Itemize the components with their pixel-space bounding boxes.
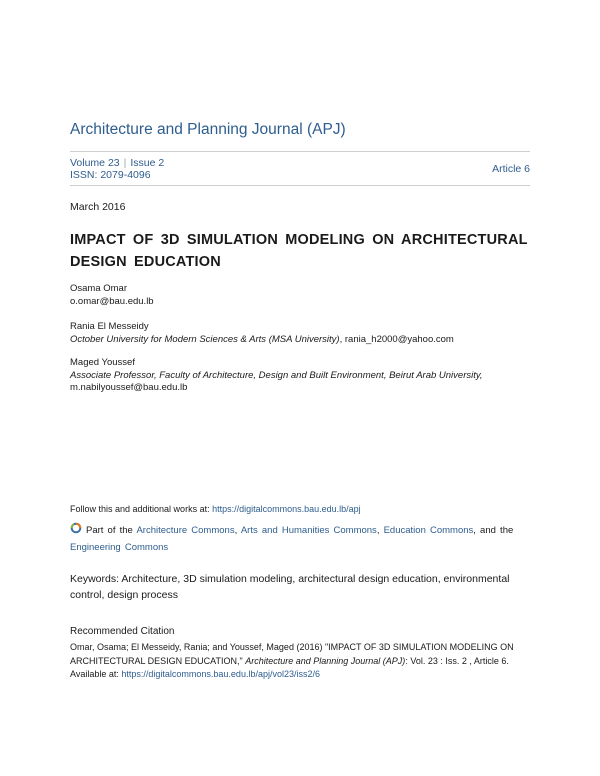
author-block	[70, 357, 540, 395]
commons-link[interactable]: Arts and Humanities Commons	[240, 525, 377, 536]
issn: ISSN: 2079-4096	[70, 169, 151, 181]
author-name: Osama Omar	[70, 283, 128, 294]
part-of-block: Part of the Architecture Commons, Arts and Humanities Commons, Education Commons, and the Engineering Commons	[70, 522, 532, 556]
author-affiliation: October University for Modern Sciences & Arts (MSA University)	[70, 333, 340, 345]
citation-text: Omar, Osama; El Messeidy, Rania; and Youssef, Maged (2016) "IMPACT OF 3D SIMULATION MODELING ON ARCHITECTURAL DESIGN EDUCATION,"	[70, 642, 514, 666]
keywords-text: Architecture, 3D simulation modeling, architectural design education, environmental control, design process	[70, 573, 510, 601]
volume-block	[70, 157, 164, 181]
citation-heading: Recommended Citation	[70, 626, 175, 637]
author-affiliation: Associate Professor, Faculty of Architecture, Design and Built Environment, Beirut Arab University,	[70, 369, 483, 381]
citation-link[interactable]: https://digitalcommons.bau.edu.lb/apj/vol23/iss2/6	[121, 669, 320, 679]
divider	[70, 151, 530, 152]
commons-link[interactable]: Architecture Commons	[136, 525, 235, 536]
commons-link[interactable]: Education Commons	[383, 525, 474, 536]
follow-line	[70, 504, 361, 514]
publication-date: March 2016	[70, 201, 126, 213]
bepress-icon	[70, 522, 82, 534]
citation-volume: : Vol. 23 : Iss. 2 , Article 6.	[405, 655, 509, 666]
available-label: Available at:	[70, 669, 122, 679]
article-title: IMPACT OF 3D SIMULATION MODELING ON ARCHITECTURAL DESIGN EDUCATION	[70, 232, 528, 270]
and-text: , and the	[473, 525, 514, 536]
keywords-block	[70, 571, 532, 603]
article-link[interactable]: Article 6	[492, 163, 530, 175]
citation-journal: Architecture and Planning Journal (APJ)	[245, 655, 406, 666]
follow-text: Follow this and additional works at:	[70, 504, 213, 514]
issue-link[interactable]: Issue 2	[130, 157, 165, 169]
author-email: o.omar@bau.edu.lb	[70, 295, 154, 307]
volume-link[interactable]: Volume 23	[70, 157, 120, 169]
author-block	[70, 283, 540, 308]
commons-link[interactable]: Engineering Commons	[70, 542, 169, 553]
keywords-label: Keywords:	[70, 573, 120, 585]
author-email: m.nabilyoussef@bau.edu.lb	[70, 382, 188, 393]
divider	[70, 185, 530, 186]
author-name: Rania El Messeidy	[70, 321, 149, 332]
journal-title[interactable]: Architecture and Planning Journal (APJ)	[70, 121, 346, 138]
separator: |	[123, 157, 127, 169]
part-of-prefix: Part of the	[86, 525, 137, 536]
author-name: Maged Youssef	[70, 357, 135, 368]
repository-link[interactable]: https://digitalcommons.bau.edu.lb/apj	[212, 504, 361, 514]
author-block	[70, 321, 540, 346]
citation-block	[70, 641, 532, 682]
author-email: , rania_h2000@yahoo.com	[339, 333, 454, 345]
